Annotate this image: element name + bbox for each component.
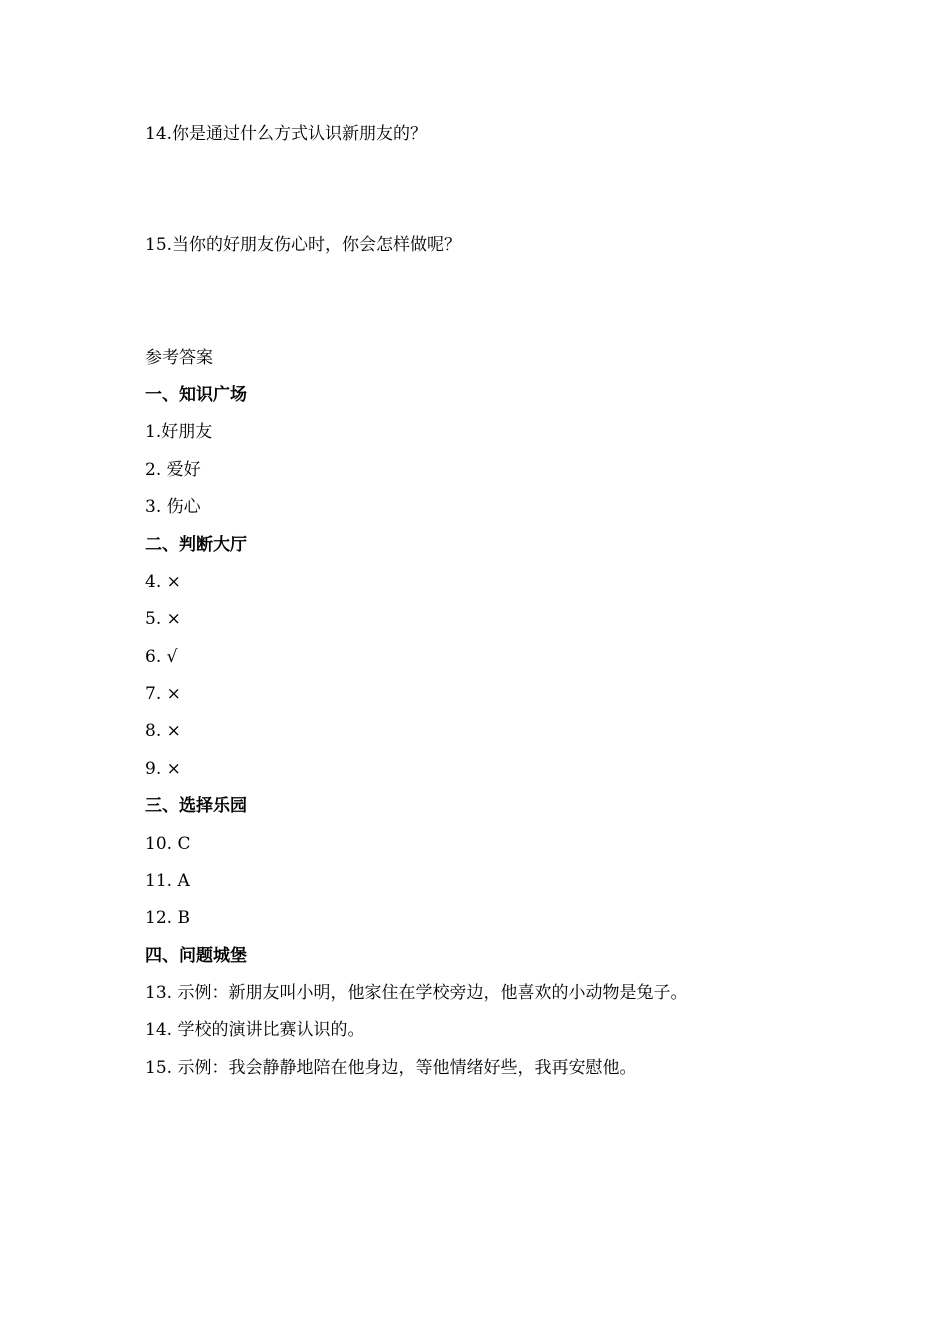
answer-item-1: 1.好朋友 [145,422,213,442]
answer-item-13: 13. 示例：新朋友叫小明，他家住在学校旁边，他喜欢的小动物是兔子。 [145,983,688,1003]
answers-title: 参考答案 [145,348,213,368]
answer-item-14: 14. 学校的演讲比赛认识的。 [145,1020,365,1040]
section-heading-2: 二、判断大厅 [145,535,247,555]
answer-item-9: 9. × [145,759,181,779]
answer-item-2: 2. 爱好 [145,460,201,480]
answer-item-10: 10. C [145,834,191,854]
answer-item-8: 8. × [145,721,181,741]
answer-item-6: 6. √ [145,647,178,667]
answer-item-3: 3. 伤心 [145,497,201,517]
answer-item-12: 12. B [145,908,190,928]
section-heading-4: 四、问题城堡 [145,946,247,966]
answer-item-11: 11. A [145,871,190,891]
question-15: 15.当你的好朋友伤心时，你会怎样做呢？ [145,235,462,255]
answer-item-15: 15. 示例：我会静静地陪在他身边，等他情绪好些，我再安慰他。 [145,1058,637,1078]
answer-item-7: 7. × [145,684,181,704]
answer-item-5: 5. × [145,609,181,629]
section-heading-3: 三、选择乐园 [145,796,247,816]
answer-item-4: 4. × [145,572,181,592]
section-heading-1: 一、知识广场 [145,385,247,405]
question-14: 14.你是通过什么方式认识新朋友的？ [145,124,428,144]
